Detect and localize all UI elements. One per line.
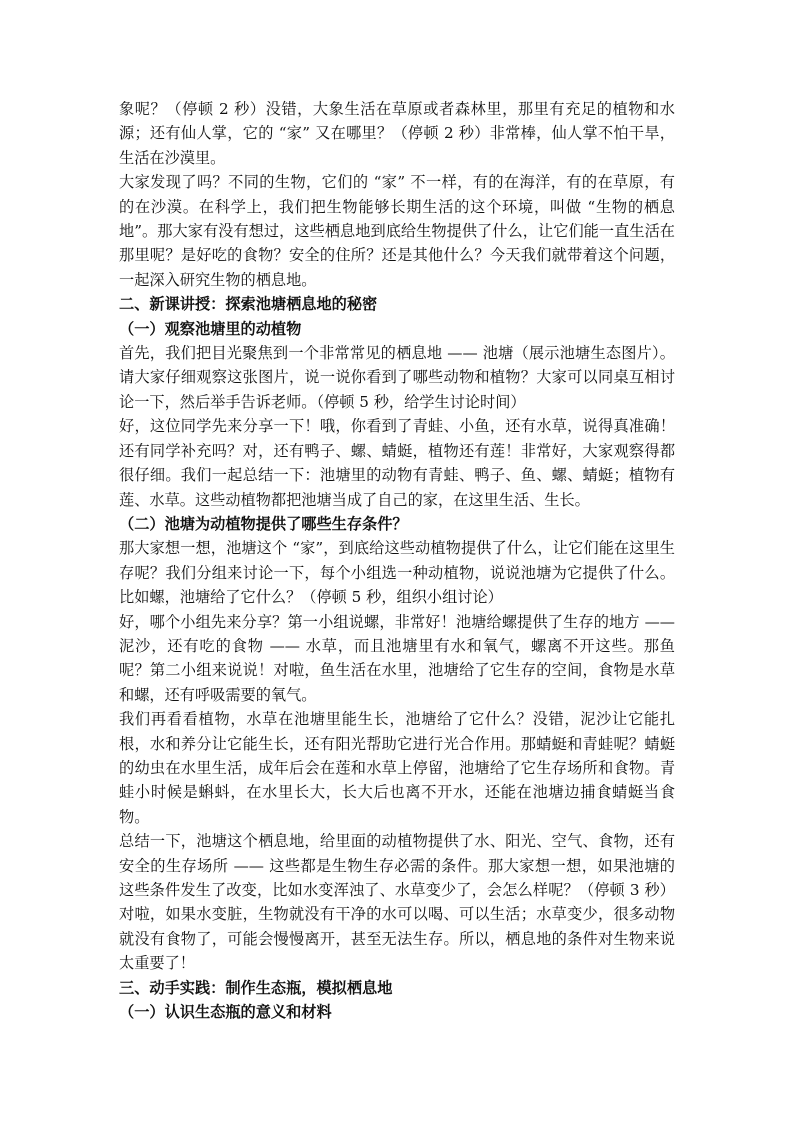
document-body bbox=[119, 97, 675, 1024]
paragraph: 好，哪个小组先来分享？第一小组说螺，非常好！池塘给螺提供了生存的地方 —— 泥沙，还有吃的食物 —— 水草，而且池塘里有水和氧气，螺离不开这些。那鱼呢？第二小组来说说！对啦，鱼生活在水里，池塘给了它生存的空间，食物是水草和螺，还有呼吸需要的氧气。 bbox=[119, 612, 675, 704]
paragraph: 总结一下，池塘这个栖息地，给里面的动植物提供了水、阳光、空气、食物，还有安全的生存场所 —— 这些都是生物生存必需的条件。那大家想一想，如果池塘的这些条件发生了改变，比如水变浑浊了、水草变少了，会怎么样呢？（停顿 3 秒）对啦，如果水变脏，生物就没有干净的水可以喝、可以生活；水草变少，很多动物就没有食物了，可能会慢慢离开，甚至无法生存。所以，栖息地的条件对生物来说太重要了！ bbox=[119, 832, 675, 973]
paragraph: 我们再看看植物，水草在池塘里能生长，池塘给了它什么？没错，泥沙让它能扎根，水和养分让它能生长，还有阳光帮助它进行光合作用。那蜻蜓和青蛙呢？蜻蜓的幼虫在水里生活，成年后会在莲和水草上停留，池塘给了它生存场所和食物。青蛙小时候是蝌蚪，在水里长大，长大后也离不开水，还能在池塘边捕食蜻蜓当食物。 bbox=[119, 710, 675, 826]
paragraph: 大家发现了吗？不同的生物，它们的 “家” 不一样，有的在海洋，有的在草原，有的在沙漠。在科学上，我们把生物能够长期生活的这个环境，叫做 “生物的栖息地”。那大家有没有想过，这些栖息地到底给生物提供了什么，让它们能一直生活在那里呢？是好吃的食物？安全的住所？还是其他什么？今天我们就带着这个问题，一起深入研究生物的栖息地。 bbox=[119, 173, 675, 289]
paragraph: 象呢？（停顿 2 秒）没错，大象生活在草原或者森林里，那里有充足的植物和水源；还有仙人掌，它的 “家” 又在哪里？（停顿 2 秒）非常棒，仙人掌不怕干旱，生活在沙漠里。 bbox=[119, 100, 675, 167]
subsection-heading: （一）认识生态瓶的意义和材料 bbox=[119, 1003, 332, 1022]
paragraph: 首先，我们把目光聚焦到一个非常常见的栖息地 —— 池塘（展示池塘生态图片）。请大家仔细观察这张图片，说一说你看到了哪些动物和植物？大家可以同桌互相讨论一下，然后举手告诉老师。（停顿 5 秒，给学生讨论时间） bbox=[119, 344, 675, 411]
paragraph: 好，这位同学先来分享一下！哦，你看到了青蛙、小鱼，还有水草，说得真准确！还有同学补充吗？对，还有鸭子、螺、蜻蜓，植物还有莲！非常好，大家观察得都很仔细。我们一起总结一下：池塘里的动物有青蛙、鸭子、鱼、螺、蜻蜓；植物有莲、水草。这些动植物都把池塘当成了自己的家，在这里生活、生长。 bbox=[119, 417, 675, 509]
subsection-heading: （一）观察池塘里的动植物 bbox=[119, 319, 302, 338]
section-heading: 三、动手实践：制作生态瓶，模拟栖息地 bbox=[119, 978, 393, 997]
paragraph: 那大家想一想，池塘这个 “家”，到底给这些动植物提供了什么，让它们能在这里生存呢？我们分组来讨论一下，每个小组选一种动植物，说说池塘为它提供了什么。比如螺，池塘给了它什么？（停顿 5 秒，组织小组讨论） bbox=[119, 539, 675, 607]
section-heading: 二、新课讲授：探索池塘栖息地的秘密 bbox=[119, 295, 378, 314]
subsection-heading: （二）池塘为动植物提供了哪些生存条件？ bbox=[119, 514, 408, 533]
